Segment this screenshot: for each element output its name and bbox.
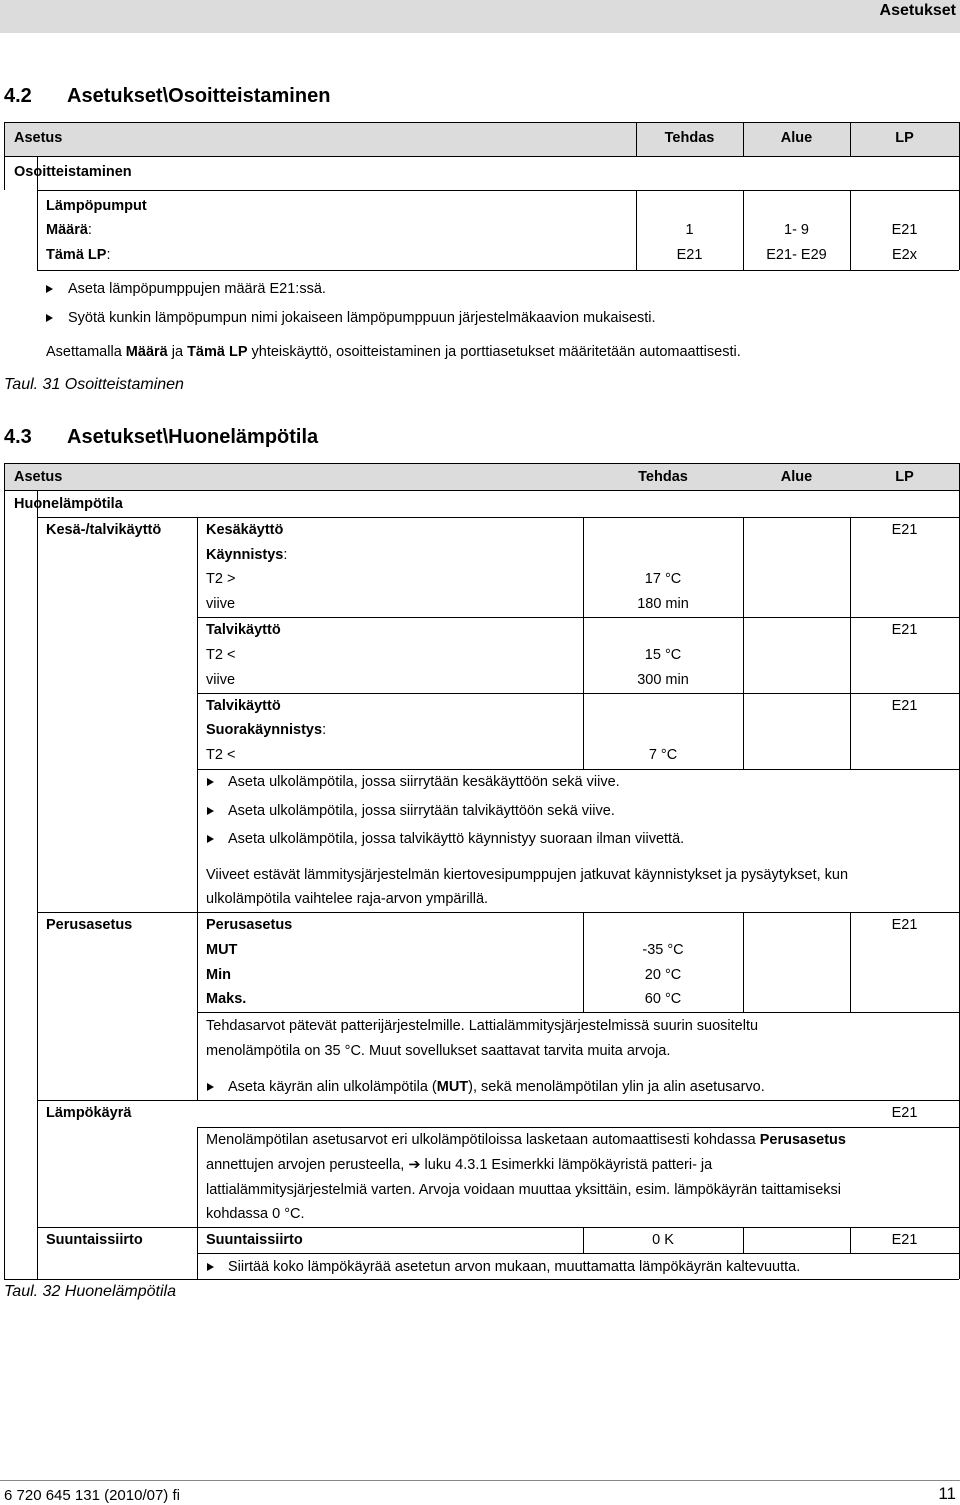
- t2-greater-label: T2 >: [206, 571, 236, 587]
- bullet-triangle-icon: [46, 314, 53, 322]
- curve-text: lattialämmitysjärjestelmiä varten. Arvoja voidaan muuttaa yksittäin, esim. lämpökäyrän taittamiseksi: [206, 1182, 842, 1198]
- mut-label: MUT: [206, 942, 238, 958]
- note-text: Viiveet estävät lämmitysjärjestelmän kiertovesipumppujen jatkuvat käynnistykset ja pysäytykset, kun: [206, 867, 849, 883]
- delay-label: viive: [206, 596, 236, 612]
- arrow-right-icon: ➔: [408, 1157, 421, 1173]
- max-label: Maks.: [206, 991, 247, 1007]
- max-value: 60 °C: [644, 991, 682, 1007]
- heating-curve-label: Lämpökäyrä: [46, 1105, 132, 1121]
- footer-page-number: 11: [938, 1484, 956, 1503]
- col-header-range: Alue: [780, 130, 813, 146]
- footer-divider: [0, 1480, 960, 1481]
- bullet-text: Aseta käyrän alin ulkolämpötila (MUT), sekä menolämpötilan ylin ja alin asetusarvo.: [228, 1079, 765, 1095]
- maara-factory: 1: [685, 222, 694, 238]
- tama-lp-range: E21- E29: [766, 247, 827, 263]
- col-header-lp: LP: [895, 469, 914, 485]
- direct-start-label: Suorakäynnistys:: [206, 722, 327, 738]
- t2-greater-value: 17 °C: [644, 571, 682, 587]
- bullet-text: Aseta lämpöpumppujen määrä E21:ssä.: [68, 281, 326, 297]
- summer-winter-label: Kesä-/talvikäyttö: [46, 522, 162, 538]
- subgroup-label: Lämpöpumput: [46, 198, 147, 214]
- winter-direct-label: Talvikäyttö: [206, 698, 281, 714]
- row-maara: Määrä:: [46, 222, 92, 238]
- col-header-factory: Tehdas: [638, 469, 688, 485]
- winter-mode-label: Talvikäyttö: [206, 622, 281, 638]
- base-lp: E21: [891, 917, 918, 933]
- footer-document-code: 6 720 645 131 (2010/07) fi: [4, 1487, 180, 1504]
- bullet-text: Siirtää koko lämpökäyrää asetetun arvon mukaan, muuttamatta lämpökäyrän kaltevuutta.: [228, 1259, 801, 1275]
- maara-lp: E21: [891, 222, 918, 238]
- bullet-triangle-icon: [207, 1083, 214, 1091]
- parallel-shift-name: Suuntaissiirto: [206, 1232, 303, 1248]
- group-label: Huonelämpötila: [14, 496, 123, 512]
- bullet-triangle-icon: [207, 807, 214, 815]
- heating-curve-lp: E21: [891, 1105, 918, 1121]
- header-title: Asetukset: [879, 2, 956, 19]
- t2-less-label: T2 <: [206, 747, 236, 763]
- row-tama-lp: Tämä LP:: [46, 247, 111, 263]
- bullet-triangle-icon: [46, 285, 53, 293]
- curve-text: kohdassa 0 °C.: [206, 1206, 305, 1222]
- col-header-range: Alue: [780, 469, 813, 485]
- delay-label: viive: [206, 672, 236, 688]
- section-heading-4-3: [4, 426, 318, 449]
- col-header-setting: Asetus: [14, 130, 63, 146]
- bullet-text: Aseta ulkolämpötila, jossa talvikäyttö käynnistyy suoraan ilman viivettä.: [228, 831, 685, 847]
- bullet-text: Syötä kunkin lämpöpumpun nimi jokaiseen lämpöpumppuun järjestelmäkaavion mukaisesti.: [68, 310, 656, 326]
- winter-direct-lp: E21: [891, 698, 918, 714]
- section-number: 4.3: [4, 426, 32, 448]
- min-value: 20 °C: [644, 967, 682, 983]
- t2-less-label: T2 <: [206, 647, 236, 663]
- tama-lp-lp: E2x: [892, 247, 917, 263]
- group-label: Osoitteistaminen: [14, 164, 132, 180]
- bullet-text: Aseta ulkolämpötila, jossa siirrytään kesäkäyttöön sekä viive.: [228, 774, 620, 790]
- section-title: Asetukset\Osoitteistaminen: [67, 85, 331, 107]
- section-number: 4.2: [4, 85, 32, 107]
- maara-range: 1- 9: [784, 222, 809, 238]
- col-header-factory: Tehdas: [664, 130, 715, 146]
- parallel-shift-lp: E21: [891, 1232, 918, 1248]
- parallel-shift-factory: 0 K: [652, 1232, 674, 1248]
- base-setting-name: Perusasetus: [206, 917, 293, 933]
- col-header-setting: Asetus: [14, 469, 63, 485]
- delay-summer-value: 180 min: [637, 596, 689, 612]
- summer-mode-label: Kesäkäyttö: [206, 522, 284, 538]
- bullet-triangle-icon: [207, 1263, 214, 1271]
- bullet-triangle-icon: [207, 835, 214, 843]
- curve-text: annettujen arvojen perusteella, ➔ luku 4.3.1 Esimerkki lämpökäyristä patteri- ja: [206, 1157, 713, 1173]
- mut-value: -35 °C: [642, 942, 684, 958]
- delay-winter-value: 300 min: [637, 672, 689, 688]
- note-text: ulkolämpötila vaihtelee raja-arvon ympärillä.: [206, 891, 489, 907]
- table-caption: Taul. 32 Huonelämpötila: [4, 1283, 176, 1300]
- tama-lp-factory: E21: [676, 247, 703, 263]
- note-text: Tehdasarvot pätevät patterijärjestelmille. Lattialämmitysjärjestelmissä suurin suositeltu: [206, 1018, 759, 1034]
- min-label: Min: [206, 967, 231, 983]
- t2-less-direct-value: 7 °C: [648, 747, 678, 763]
- note-text: Asettamalla Määrä ja Tämä LP yhteiskäyttö, osoitteistaminen ja porttiasetukset määritetään automaattisesti.: [46, 344, 741, 360]
- table-caption: Taul. 31 Osoitteistaminen: [4, 376, 184, 393]
- section-heading-4-2: [4, 85, 330, 108]
- bullet-triangle-icon: [207, 778, 214, 786]
- note-text: menolämpötila on 35 °C. Muut sovellukset saattavat tarvita muita arvoja.: [206, 1043, 671, 1059]
- bullet-text: Aseta ulkolämpötila, jossa siirrytään talvikäyttöön sekä viive.: [228, 803, 615, 819]
- start-label: Käynnistys:: [206, 547, 288, 563]
- winter-lp: E21: [891, 622, 918, 638]
- base-setting-label: Perusasetus: [46, 917, 133, 933]
- curve-text: Menolämpötilan asetusarvot eri ulkolämpötiloissa lasketaan automaattisesti kohdassa Perusasetus: [206, 1132, 846, 1148]
- t2-less-value: 15 °C: [644, 647, 682, 663]
- parallel-shift-label: Suuntaissiirto: [46, 1232, 143, 1248]
- col-header-lp: LP: [895, 130, 914, 146]
- summer-lp: E21: [891, 522, 918, 538]
- section-title: Asetukset\Huonelämpötila: [67, 426, 319, 448]
- page-header: [0, 0, 960, 33]
